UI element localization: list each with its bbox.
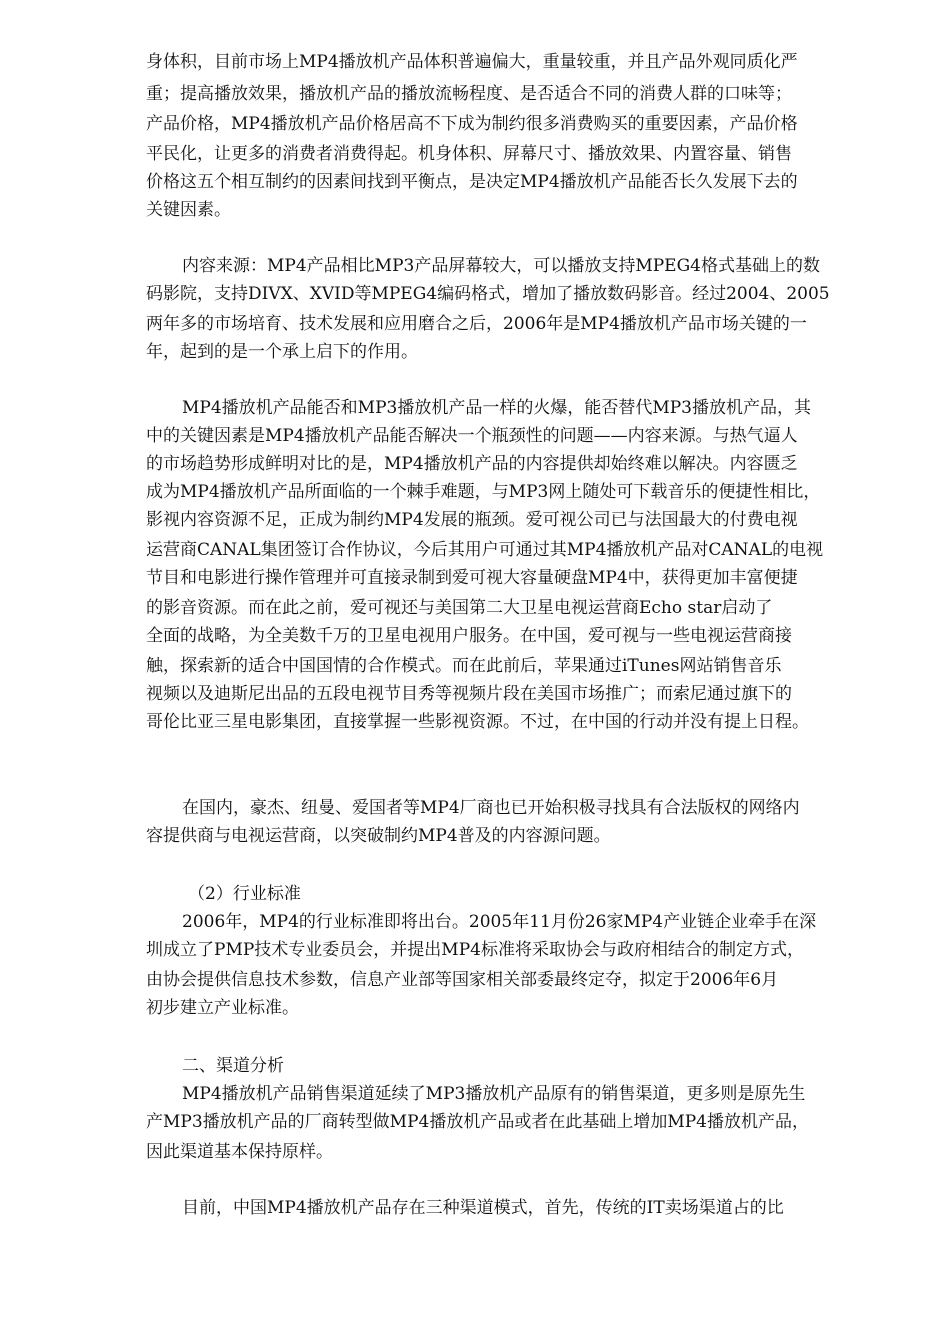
paragraph-1-line-3: 产品价格，MP4播放机产品价格居高不下成为制约很多消费购买的重要因素，产品价格 — [146, 114, 798, 134]
paragraph-3-line-8: 的影音资源。而在此之前，爱可视还与美国第二大卫星电视运营商Echo star启动了 — [146, 598, 773, 618]
paragraph-3-line-4: 成为MP4播放机产品所面临的一个棘手难题，与MP3网上随处可下载音乐的便捷性相比， — [146, 482, 821, 502]
section-heading-industry-standard: （2）行业标准 — [188, 884, 301, 904]
paragraph-5-line-3: 由协会提供信息技术参数，信息产业部等国家相关部委最终定夺，拟定于2006年6月 — [146, 970, 779, 990]
paragraph-2-line-4: 年，起到的是一个承上启下的作用。 — [146, 342, 418, 362]
paragraph-2-line-2: 码影院，支持DIVX、XVID等MPEG4编码格式，增加了播放数码影音。经过2004、2005 — [146, 284, 830, 304]
paragraph-3-line-10: 触，探索新的适合中国国情的合作模式。而在此前后，苹果通过iTunes网站销售音乐 — [146, 656, 782, 676]
section-heading-channel-analysis: 二、渠道分析 — [182, 1056, 284, 1076]
paragraph-1-line-2: 重；提高播放效果，播放机产品的播放流畅程度、是否适合不同的消费人群的口味等； — [146, 84, 792, 104]
paragraph-3-line-6: 运营商CANAL集团签订合作协议，今后其用户可通过其MP4播放机产品对CANAL的电视 — [146, 540, 824, 560]
paragraph-5-line-2: 圳成立了PMP技术专业委员会，并提出MP4标准将采取协会与政府相结合的制定方式， — [146, 940, 804, 960]
paragraph-4-line-2: 容提供商与电视运营商，以突破制约MP4普及的内容源问题。 — [146, 826, 611, 846]
paragraph-5-line-1: 2006年，MP4的行业标准即将出台。2005年11月份26家MP4产业链企业牵手在深 — [182, 912, 817, 932]
paragraph-7-line-1: 目前，中国MP4播放机产品存在三种渠道模式，首先，传统的IT卖场渠道占的比 — [182, 1198, 784, 1218]
paragraph-5-line-4: 初步建立产业标准。 — [146, 998, 299, 1018]
paragraph-3-line-9: 全面的战略，为全美数千万的卫星电视用户服务。在中国，爱可视与一些电视运营商接 — [146, 626, 792, 646]
paragraph-3-line-12: 哥伦比亚三星电影集团，直接掌握一些影视资源。不过，在中国的行动并没有提上日程。 — [146, 712, 809, 732]
paragraph-3-line-7: 节目和电影进行操作管理并可直接录制到爱可视大容量硬盘MP4中，获得更加丰富便捷 — [146, 568, 798, 588]
paragraph-2-line-1: 内容来源：MP4产品相比MP3产品屏幕较大，可以播放支持MPEG4格式基础上的数 — [182, 256, 820, 276]
paragraph-3-line-11: 视频以及迪斯尼出品的五段电视节目秀等视频片段在美国市场推广；而索尼通过旗下的 — [146, 684, 792, 704]
paragraph-1-line-5: 价格这五个相互制约的因素间找到平衡点，是决定MP4播放机产品能否长久发展下去的 — [146, 172, 798, 192]
paragraph-1-line-1: 身体积，目前市场上MP4播放机产品体积普遍偏大，重量较重，并且产品外观同质化严 — [146, 52, 798, 72]
paragraph-4-line-1: 在国内，豪杰、纽曼、爱国者等MP4厂商也已开始积极寻找具有合法版权的网络内 — [182, 798, 800, 818]
paragraph-3-line-1: MP4播放机产品能否和MP3播放机产品一样的火爆，能否替代MP3播放机产品，其 — [182, 398, 811, 418]
paragraph-3-line-5: 影视内容资源不足，正成为制约MP4发展的瓶颈。爱可视公司已与法国最大的付费电视 — [146, 510, 798, 530]
paragraph-1-line-6: 关键因素。 — [146, 200, 231, 220]
paragraph-1-line-4: 平民化，让更多的消费者消费得起。机身体积、屏幕尺寸、播放效果、内置容量、销售 — [146, 144, 792, 164]
paragraph-3-line-2: 中的关键因素是MP4播放机产品能否解决一个瓶颈性的问题——内容来源。与热气逼人 — [146, 426, 798, 446]
paragraph-6-line-2: 产MP3播放机产品的厂商转型做MP4播放机产品或者在此基础上增加MP4播放机产品， — [146, 1112, 809, 1132]
paragraph-6-line-3: 因此渠道基本保持原样。 — [146, 1142, 333, 1162]
paragraph-2-line-3: 两年多的市场培育、技术发展和应用磨合之后，2006年是MP4播放机产品市场关键的一 — [146, 314, 807, 334]
paragraph-3-line-3: 的市场趋势形成鲜明对比的是，MP4播放机产品的内容提供却始终难以解决。内容匮乏 — [146, 454, 798, 474]
paragraph-6-line-1: MP4播放机产品销售渠道延续了MP3播放机产品原有的销售渠道，更多则是原先生 — [182, 1084, 806, 1104]
